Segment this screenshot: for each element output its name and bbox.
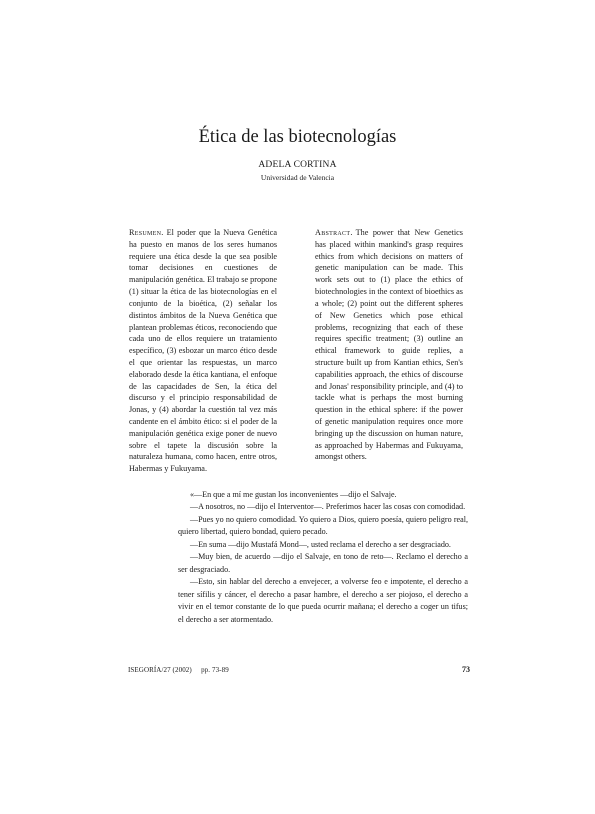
journal-citation: ISEGORÍA/27 (2002) pp. 73-89 (128, 666, 229, 674)
epigraph-line: —En suma —dijo Mustafá Mond—, usted reclama el derecho a ser desgraciado. (190, 539, 451, 549)
abstract-english-label: Abstract. (315, 228, 353, 237)
page-number: 73 (462, 665, 470, 674)
abstract-english-text: The power that New Genetics has placed within mankind's grasp requires ethics from which decisions on matters of genetic manipulation can be made. This work sets out to (1) place the ethics of biotechnologies in the context of bioethics as a whole; (2) point out the different spheres of New Genetics which pose ethical problems, recognizing that each of these requires specific treatment; (3) outline an ethical framework to guide replies, a structure built up from Kantian ethics, Sen's capabilities approach, the ethics of discourse and Jonas' responsibility principle, and (4) to tackle what is perhaps the most burning question in the ethical sphere: if the power of genetic manipulation requires once more bringing up the discussion on human nature, as approached by Habermas and Fukuyama, amongst others. (315, 228, 463, 462)
epigraph-line: —Esto, sin hablar del derecho a envejecer, a volverse feo e impotente, el derecho a tener sífilis y cáncer, el derecho a pasar hambre, el derecho a ser piojoso, el derecho a vivir en el temor constante de lo que pueda ocurrir mañana; el derecho a coger un tifus; el derecho a ser atormentado. (178, 577, 468, 624)
abstract-spanish-label: Resumen. (129, 228, 164, 237)
epigraph-line: —Muy bien, de acuerdo —dijo el Salvaje, en tono de reto—. Reclamo el derecho a ser desgraciado. (178, 552, 468, 574)
abstract-spanish (129, 227, 277, 475)
epigraph-line: —A nosotros, no —dijo el Interventor—. Preferimos hacer las cosas con comodidad. (190, 502, 466, 512)
abstract-english (315, 227, 463, 463)
abstract-spanish-text: El poder que la Nueva Genética ha puesto en manos de los seres humanos requiere una ética desde la que sea posible tomar decisiones en cuestiones de manipulación genética. El trabajo se propone (1) situar la ética de las biotecnologías en el conjunto de la bioética, (2) señalar los distintos ámbitos de la Nueva Genética que plantean problemas éticos, reconociendo que cada uno de ellos requiere un tratamiento específico, (3) esbozar un marco ético desde el que orientar las respuestas, un marco elaborado desde la ética kantiana, el enfoque de las capacidades de Sen, la ética del discurso y el principio responsabilidad de Jonas, y (4) abordar la cuestión tal vez más candente en el ámbito ético: si el poder de la manipulación genética exige poner de nuevo sobre el tapete la discusión sobre la naturaleza humana, como hacen, entre otros, Habermas y Fukuyama. (129, 228, 277, 474)
epigraph-line: —Pues yo no quiero comodidad. Yo quiero a Dios, quiero poesía, quiero peligro real, quiero libertad, quiero bondad, quiero pecado. (178, 514, 468, 537)
article-title: Ética de las biotecnologías (198, 127, 397, 147)
epigraph-quote (178, 489, 468, 626)
author-affiliation: Universidad de Valencia (260, 173, 335, 182)
epigraph-line: «—En que a mí me gustan los inconvenientes —dijo el Salvaje. (190, 490, 397, 499)
author-name: ADELA CORTINA (258, 160, 337, 170)
